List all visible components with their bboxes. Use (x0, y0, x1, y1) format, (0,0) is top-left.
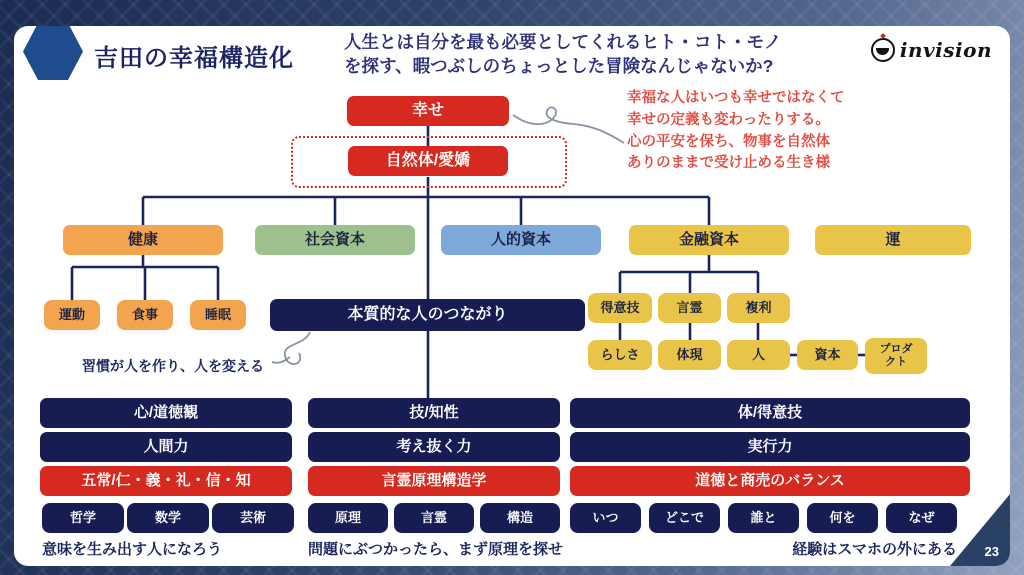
row-five-virtues: 五常/仁・義・礼・信・知 (40, 466, 292, 496)
invision-logo-text: invision (899, 38, 992, 62)
invision-logo (871, 38, 992, 62)
node-natural-self: 自然体/愛嬌 (348, 146, 508, 176)
node-principle: 原理 (308, 503, 388, 533)
squiggle-to-habit-note (272, 332, 310, 364)
node-essential-connection: 本質的な人のつながり (270, 299, 585, 331)
subtitle-line-1: 人生とは自分を最も必要としてくれるヒト・コト・モノ (344, 32, 782, 52)
row-kotodama-principle: 言霊原理構造学 (308, 466, 560, 496)
node-when: いつ (570, 503, 641, 533)
invision-logo-icon (871, 38, 895, 62)
corner-triangle (950, 494, 1010, 566)
node-what: 何を (807, 503, 878, 533)
node-mathematics: 数学 (127, 503, 209, 533)
node-happiness: 幸せ (347, 96, 509, 126)
row-morality-business-balance: 道徳と商売のバランス (570, 466, 970, 496)
node-identity: らしさ (588, 340, 652, 370)
note-experience-outside-phone: 経験はスマホの外にある (792, 541, 957, 558)
habit-note: 習慣が人を作り、人を変える (82, 358, 264, 374)
row-execution-power: 実行力 (570, 432, 970, 462)
note-seek-principle: 問題にぶつかったら、まず原理を探せ (308, 541, 564, 558)
node-product: プロダクト (865, 338, 927, 374)
node-social-capital: 社会資本 (255, 225, 415, 255)
node-health: 健康 (63, 225, 223, 255)
annotation-line-4: ありのままで受け止める生き様 (627, 155, 830, 172)
note-create-meaning: 意味を生み出す人になろう (42, 541, 223, 558)
node-luck: 運 (815, 225, 971, 255)
page-title: 吉田の幸福構造化 (94, 45, 294, 72)
node-with-whom: 誰と (728, 503, 799, 533)
node-kotodama-item: 言霊 (394, 503, 474, 533)
row-mind-morality: 心/道徳観 (40, 398, 292, 428)
node-structure: 構造 (480, 503, 560, 533)
row-human-power: 人間力 (40, 432, 292, 462)
page-number: 23 (984, 544, 999, 559)
node-financial-capital: 金融資本 (629, 225, 789, 255)
slide-sheet (14, 26, 1010, 566)
node-people: 人 (727, 340, 790, 370)
node-kotodama: 言霊 (658, 293, 721, 323)
node-specialty: 得意技 (588, 293, 652, 323)
annotation-line-1: 幸福な人はいつも幸せではなくて (627, 90, 845, 106)
node-art: 芸術 (212, 503, 294, 533)
hexagon-icon (23, 26, 83, 80)
annotation-line-3: 心の平安を保ち、物事を自然体 (627, 133, 830, 150)
node-sleep: 睡眠 (190, 300, 246, 330)
node-where: どこで (649, 503, 720, 533)
subtitle-line-2: を探す、暇つぶしのちょっとした冒険なんじゃないか? (344, 55, 774, 76)
node-capital: 資本 (797, 340, 858, 370)
node-compound-interest: 複利 (727, 293, 790, 323)
annotation-line-2: 幸せの定義も変わったりする。 (627, 111, 830, 128)
node-why: なぜ (886, 503, 957, 533)
row-skill-intellect: 技/知性 (308, 398, 560, 428)
slide-subtitle (344, 31, 904, 78)
row-thinking-power: 考え抜く力 (308, 432, 560, 462)
node-meals: 食事 (117, 300, 173, 330)
node-exercise: 運動 (44, 300, 100, 330)
node-philosophy: 哲学 (42, 503, 124, 533)
node-human-capital: 人的資本 (441, 225, 601, 255)
row-body-specialty: 体/得意技 (570, 398, 970, 428)
node-embodiment: 体現 (658, 340, 721, 370)
happiness-annotation (627, 88, 845, 175)
